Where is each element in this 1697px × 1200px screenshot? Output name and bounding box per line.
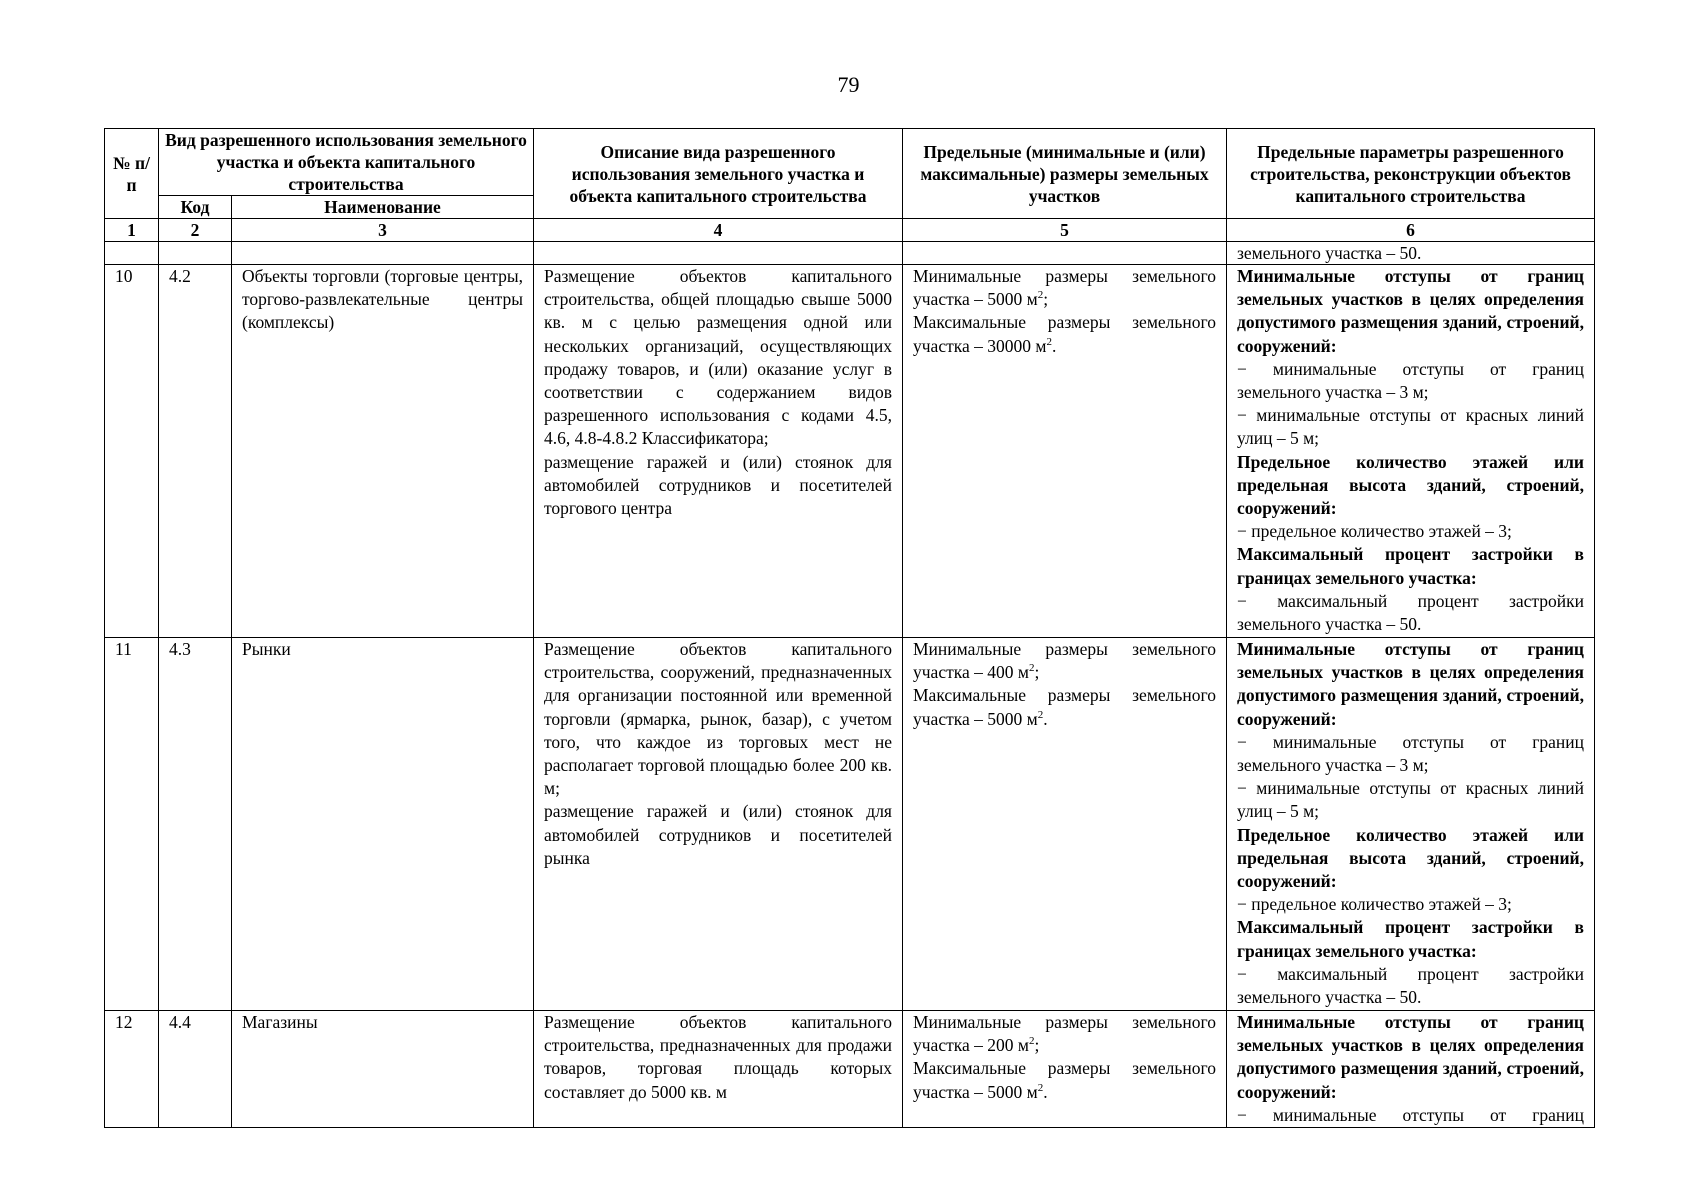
param-heading: Предельное количество этажей или предельная высота зданий, строений, сооружений: <box>1237 451 1584 519</box>
table-row <box>105 1011 1595 1128</box>
header-description: Описание вида разрешенного использования земельного участка и объекта капитального строительства <box>534 129 903 219</box>
description-paragraph: Размещение объектов капитального строительства, сооружений, предназначенных для организации постоянной или временной торговли (ярмарка, рынок, базар), с учетом того, что каждое из торговых мест не располагает торговой площадью более 200 кв. м; <box>544 639 892 799</box>
param-heading: Предельное количество этажей или предельная высота зданий, строений, сооружений: <box>1237 824 1584 892</box>
column-numbers-row <box>105 219 1595 242</box>
table-row <box>105 638 1595 1011</box>
row-plot-sizes <box>903 265 1227 638</box>
header-number: № п/п <box>105 129 159 219</box>
row-description <box>534 1011 903 1128</box>
column-number: 4 <box>534 219 903 242</box>
param-item: − минимальные отступы от границ земельного участка – 3 м; <box>1237 358 1584 403</box>
row-number: 12 <box>105 1011 159 1128</box>
param-item: − предельное количество этажей – 3; <box>1237 521 1512 542</box>
row-description <box>534 638 903 1011</box>
page-number: 79 <box>837 72 860 97</box>
description-paragraph: размещение гаражей и (или) стоянок для автомобилей сотрудников и посетителей рынка <box>544 801 892 868</box>
header-plot-sizes: Предельные (минимальные и (или) максимальные) размеры земельных участков <box>903 129 1227 219</box>
continuation-text: земельного участка – 50. <box>1227 242 1595 265</box>
row-params <box>1227 1011 1595 1128</box>
column-number: 6 <box>1227 219 1595 242</box>
param-heading: Минимальные отступы от границ земельных участков в целях определения допустимого размещения зданий, строений, сооружений: <box>1237 1012 1584 1102</box>
row-number: 11 <box>105 638 159 1011</box>
param-item: − максимальный процент застройки земельного участка – 50. <box>1237 963 1584 1008</box>
row-name: Рынки <box>232 638 534 1011</box>
param-item: − предельное количество этажей – 3; <box>1237 894 1512 915</box>
column-number: 5 <box>903 219 1227 242</box>
row-description <box>534 265 903 638</box>
description-paragraph: размещение гаражей и (или) стоянок для автомобилей сотрудников и посетителей торгового центра <box>544 451 892 519</box>
size-max: Максимальные размеры земельного участка – 5000 $м^2$. <box>913 1058 1216 1102</box>
param-heading: Минимальные отступы от границ земельных участков в целях определения допустимого размещения зданий, строений, сооружений: <box>1237 266 1584 356</box>
param-item: − максимальный процент застройки земельного участка – 50. <box>1237 590 1584 635</box>
row-params <box>1227 638 1595 1011</box>
param-heading: Максимальный процент застройки в границах земельного участка: <box>1237 917 1584 961</box>
row-params <box>1227 265 1595 638</box>
param-item: − минимальные отступы от красных линий улиц – 5 м; <box>1237 778 1584 822</box>
param-heading: Максимальный процент застройки в границах земельного участка: <box>1237 544 1584 588</box>
param-heading: Минимальные отступы от границ земельных участков в целях определения допустимого размещения зданий, строений, сооружений: <box>1237 639 1584 729</box>
row-plot-sizes <box>903 1011 1227 1128</box>
description-paragraph: Размещение объектов капитального строительства, общей площадью свыше 5000 кв. м с целью размещения одной или нескольких организаций, осуществляющих продажу товаров, и (или) оказание услуг в соответствии с содержанием видов разрешенного использования с кодами 4.5, 4.6, 4.8-4.8.2 Классификатора; <box>544 266 892 449</box>
param-item: − минимальные отступы от границ земельного участка – 3 м; <box>1237 731 1584 776</box>
row-name: Магазины <box>232 1011 534 1128</box>
param-item: − минимальные отступы от границ <box>1237 1104 1584 1125</box>
header-name: Наименование <box>232 196 534 219</box>
size-min: Минимальные размеры земельного участка – 200 $м^2$; <box>913 1012 1216 1056</box>
row-number: 10 <box>105 265 159 638</box>
row-code: 4.2 <box>159 265 232 638</box>
param-item: − минимальные отступы от красных линий улиц – 5 м; <box>1237 405 1584 449</box>
row-code: 4.3 <box>159 638 232 1011</box>
row-code: 4.4 <box>159 1011 232 1128</box>
header-code: Код <box>159 196 232 219</box>
description-paragraph: Размещение объектов капитального строительства, предназначенных для продажи товаров, торговая площадь которых составляет до 5000 кв. м <box>544 1012 892 1102</box>
size-max: Максимальные размеры земельного участка – 5000 $м^2$. <box>913 685 1216 729</box>
header-construction-params: Предельные параметры разрешенного строительства, реконструкции объектов капитального строительства <box>1227 129 1595 219</box>
table-row <box>105 265 1595 638</box>
column-number: 3 <box>232 219 534 242</box>
land-use-table <box>104 128 1595 1128</box>
size-min: Минимальные размеры земельного участка – 5000 $м^2$; <box>913 266 1216 310</box>
size-max: Максимальные размеры земельного участка – 30000 $м^2$. <box>913 312 1216 356</box>
column-number: 2 <box>159 219 232 242</box>
row-name: Объекты торговли (торговые центры, торгово-развлекательные центры (комплексы) <box>232 265 534 638</box>
column-number: 1 <box>105 219 159 242</box>
row-plot-sizes <box>903 638 1227 1011</box>
continuation-row <box>105 242 1595 265</box>
header-use-type: Вид разрешенного использования земельного участка и объекта капитального строительства <box>159 129 534 196</box>
size-min: Минимальные размеры земельного участка – 400 $м^2$; <box>913 639 1216 683</box>
